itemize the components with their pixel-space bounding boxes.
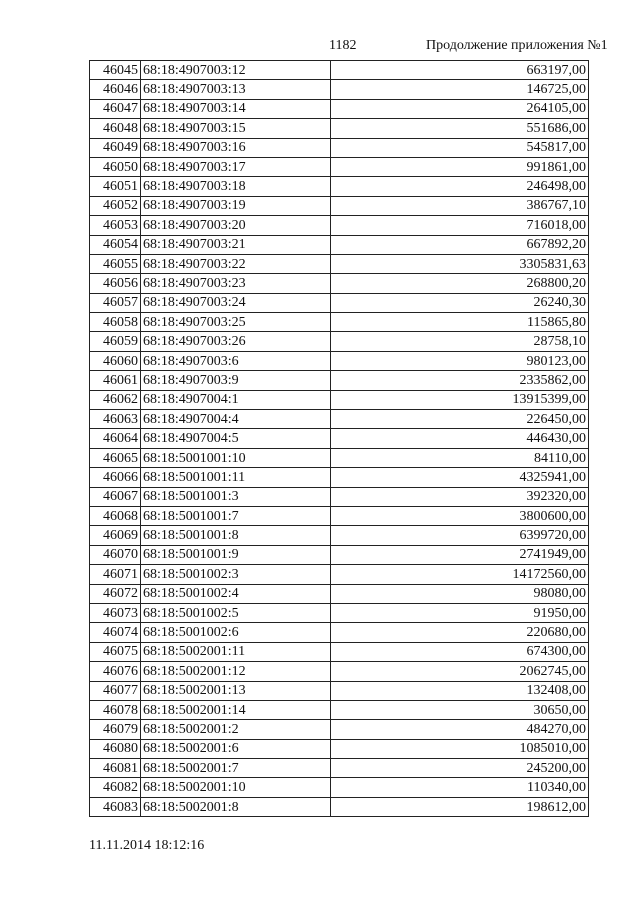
cadastral-value-cell: 198612,00	[331, 797, 589, 816]
cadastral-value-cell: 2741949,00	[331, 545, 589, 564]
cadastral-value-cell: 667892,20	[331, 235, 589, 254]
cadastral-number-cell: 68:18:5002001:13	[141, 681, 331, 700]
row-number-cell: 46045	[90, 61, 141, 80]
row-number-cell: 46077	[90, 681, 141, 700]
row-number-cell: 46047	[90, 99, 141, 118]
table-row	[90, 235, 589, 254]
table-row	[90, 739, 589, 758]
registry-table	[89, 60, 589, 817]
cadastral-number-cell: 68:18:4907003:21	[141, 235, 331, 254]
cadastral-value-cell: 84110,00	[331, 448, 589, 467]
cadastral-number-cell: 68:18:4907004:1	[141, 390, 331, 409]
cadastral-value-cell: 226450,00	[331, 410, 589, 429]
table-row	[90, 254, 589, 273]
table-row	[90, 584, 589, 603]
row-number-cell: 46082	[90, 778, 141, 797]
cadastral-number-cell: 68:18:5001002:3	[141, 565, 331, 584]
row-number-cell: 46080	[90, 739, 141, 758]
cadastral-value-cell: 28758,10	[331, 332, 589, 351]
table-row	[90, 429, 589, 448]
cadastral-number-cell: 68:18:5002001:7	[141, 759, 331, 778]
cadastral-number-cell: 68:18:4907004:5	[141, 429, 331, 448]
table-row	[90, 157, 589, 176]
row-number-cell: 46065	[90, 448, 141, 467]
row-number-cell: 46066	[90, 468, 141, 487]
table-row	[90, 138, 589, 157]
cadastral-value-cell: 716018,00	[331, 216, 589, 235]
row-number-cell: 46054	[90, 235, 141, 254]
cadastral-value-cell: 13915399,00	[331, 390, 589, 409]
cadastral-number-cell: 68:18:5001002:5	[141, 603, 331, 622]
row-number-cell: 46048	[90, 119, 141, 138]
table-row	[90, 351, 589, 370]
row-number-cell: 46064	[90, 429, 141, 448]
cadastral-number-cell: 68:18:5002001:8	[141, 797, 331, 816]
cadastral-number-cell: 68:18:5002001:12	[141, 662, 331, 681]
table-row	[90, 313, 589, 332]
cadastral-number-cell: 68:18:4907003:19	[141, 196, 331, 215]
table-row	[90, 80, 589, 99]
cadastral-number-cell: 68:18:4907003:17	[141, 157, 331, 176]
row-number-cell: 46070	[90, 545, 141, 564]
print-timestamp: 11.11.2014 18:12:16	[89, 838, 205, 853]
cadastral-value-cell: 115865,80	[331, 313, 589, 332]
cadastral-number-cell: 68:18:4907003:26	[141, 332, 331, 351]
table-row	[90, 662, 589, 681]
cadastral-value-cell: 991861,00	[331, 157, 589, 176]
cadastral-value-cell: 146725,00	[331, 80, 589, 99]
row-number-cell: 46059	[90, 332, 141, 351]
cadastral-value-cell: 551686,00	[331, 119, 589, 138]
cadastral-value-cell: 6399720,00	[331, 526, 589, 545]
table-row	[90, 196, 589, 215]
row-number-cell: 46057	[90, 293, 141, 312]
cadastral-number-cell: 68:18:5002001:6	[141, 739, 331, 758]
row-number-cell: 46075	[90, 642, 141, 661]
row-number-cell: 46078	[90, 700, 141, 719]
cadastral-number-cell: 68:18:4907003:20	[141, 216, 331, 235]
cadastral-value-cell: 3800600,00	[331, 506, 589, 525]
table-row	[90, 332, 589, 351]
cadastral-value-cell: 245200,00	[331, 759, 589, 778]
cadastral-value-cell: 484270,00	[331, 720, 589, 739]
table-row	[90, 468, 589, 487]
cadastral-number-cell: 68:18:4907003:15	[141, 119, 331, 138]
row-number-cell: 46051	[90, 177, 141, 196]
row-number-cell: 46081	[90, 759, 141, 778]
table-row	[90, 448, 589, 467]
cadastral-number-cell: 68:18:4907003:6	[141, 351, 331, 370]
table-row	[90, 371, 589, 390]
cadastral-value-cell: 132408,00	[331, 681, 589, 700]
row-number-cell: 46052	[90, 196, 141, 215]
table-row	[90, 623, 589, 642]
cadastral-number-cell: 68:18:5001002:6	[141, 623, 331, 642]
row-number-cell: 46063	[90, 410, 141, 429]
cadastral-value-cell: 2335862,00	[331, 371, 589, 390]
cadastral-number-cell: 68:18:5002001:10	[141, 778, 331, 797]
row-number-cell: 46058	[90, 313, 141, 332]
cadastral-value-cell: 30650,00	[331, 700, 589, 719]
cadastral-number-cell: 68:18:4907003:22	[141, 254, 331, 273]
table-row	[90, 642, 589, 661]
cadastral-value-cell: 98080,00	[331, 584, 589, 603]
cadastral-number-cell: 68:18:4907003:24	[141, 293, 331, 312]
table-row	[90, 293, 589, 312]
row-number-cell: 46067	[90, 487, 141, 506]
cadastral-number-cell: 68:18:4907004:4	[141, 410, 331, 429]
cadastral-number-cell: 68:18:5002001:2	[141, 720, 331, 739]
table-row	[90, 177, 589, 196]
row-number-cell: 46076	[90, 662, 141, 681]
table-row	[90, 681, 589, 700]
cadastral-value-cell: 663197,00	[331, 61, 589, 80]
cadastral-number-cell: 68:18:4907003:25	[141, 313, 331, 332]
cadastral-number-cell: 68:18:5002001:14	[141, 700, 331, 719]
table-row	[90, 119, 589, 138]
row-number-cell: 46074	[90, 623, 141, 642]
row-number-cell: 46056	[90, 274, 141, 293]
page-number: 1182	[329, 38, 357, 53]
table-row	[90, 759, 589, 778]
cadastral-number-cell: 68:18:4907003:12	[141, 61, 331, 80]
page-caption: Продолжение приложения №1	[426, 38, 608, 53]
cadastral-value-cell: 91950,00	[331, 603, 589, 622]
table-row	[90, 216, 589, 235]
table-row	[90, 487, 589, 506]
cadastral-value-cell: 674300,00	[331, 642, 589, 661]
table-row	[90, 720, 589, 739]
row-number-cell: 46055	[90, 254, 141, 273]
table-row	[90, 565, 589, 584]
cadastral-value-cell: 545817,00	[331, 138, 589, 157]
cadastral-value-cell: 4325941,00	[331, 468, 589, 487]
cadastral-number-cell: 68:18:4907003:16	[141, 138, 331, 157]
table-row	[90, 390, 589, 409]
table-row	[90, 526, 589, 545]
row-number-cell: 46046	[90, 80, 141, 99]
cadastral-value-cell: 110340,00	[331, 778, 589, 797]
cadastral-number-cell: 68:18:4907003:14	[141, 99, 331, 118]
row-number-cell: 46069	[90, 526, 141, 545]
registry-table-body	[90, 61, 589, 817]
cadastral-number-cell: 68:18:5001001:10	[141, 448, 331, 467]
table-row	[90, 274, 589, 293]
cadastral-value-cell: 1085010,00	[331, 739, 589, 758]
table-row	[90, 700, 589, 719]
cadastral-number-cell: 68:18:5001001:8	[141, 526, 331, 545]
row-number-cell: 46061	[90, 371, 141, 390]
cadastral-number-cell: 68:18:5001002:4	[141, 584, 331, 603]
cadastral-value-cell: 3305831,63	[331, 254, 589, 273]
cadastral-value-cell: 220680,00	[331, 623, 589, 642]
cadastral-value-cell: 268800,20	[331, 274, 589, 293]
table-row	[90, 778, 589, 797]
cadastral-number-cell: 68:18:5001001:7	[141, 506, 331, 525]
cadastral-number-cell: 68:18:4907003:13	[141, 80, 331, 99]
row-number-cell: 46072	[90, 584, 141, 603]
table-row	[90, 545, 589, 564]
row-number-cell: 46079	[90, 720, 141, 739]
row-number-cell: 46068	[90, 506, 141, 525]
table-row	[90, 61, 589, 80]
cadastral-number-cell: 68:18:5001001:3	[141, 487, 331, 506]
table-row	[90, 99, 589, 118]
cadastral-number-cell: 68:18:5002001:11	[141, 642, 331, 661]
table-row	[90, 603, 589, 622]
cadastral-number-cell: 68:18:4907003:9	[141, 371, 331, 390]
table-row	[90, 410, 589, 429]
cadastral-number-cell: 68:18:5001001:9	[141, 545, 331, 564]
row-number-cell: 46050	[90, 157, 141, 176]
cadastral-value-cell: 246498,00	[331, 177, 589, 196]
cadastral-number-cell: 68:18:5001001:11	[141, 468, 331, 487]
cadastral-number-cell: 68:18:4907003:18	[141, 177, 331, 196]
cadastral-value-cell: 392320,00	[331, 487, 589, 506]
cadastral-value-cell: 14172560,00	[331, 565, 589, 584]
cadastral-value-cell: 386767,10	[331, 196, 589, 215]
table-row	[90, 506, 589, 525]
cadastral-value-cell: 264105,00	[331, 99, 589, 118]
cadastral-value-cell: 2062745,00	[331, 662, 589, 681]
cadastral-value-cell: 26240,30	[331, 293, 589, 312]
row-number-cell: 46049	[90, 138, 141, 157]
row-number-cell: 46060	[90, 351, 141, 370]
row-number-cell: 46083	[90, 797, 141, 816]
row-number-cell: 46053	[90, 216, 141, 235]
row-number-cell: 46071	[90, 565, 141, 584]
cadastral-value-cell: 980123,00	[331, 351, 589, 370]
cadastral-number-cell: 68:18:4907003:23	[141, 274, 331, 293]
cadastral-value-cell: 446430,00	[331, 429, 589, 448]
table-row	[90, 797, 589, 816]
row-number-cell: 46062	[90, 390, 141, 409]
row-number-cell: 46073	[90, 603, 141, 622]
